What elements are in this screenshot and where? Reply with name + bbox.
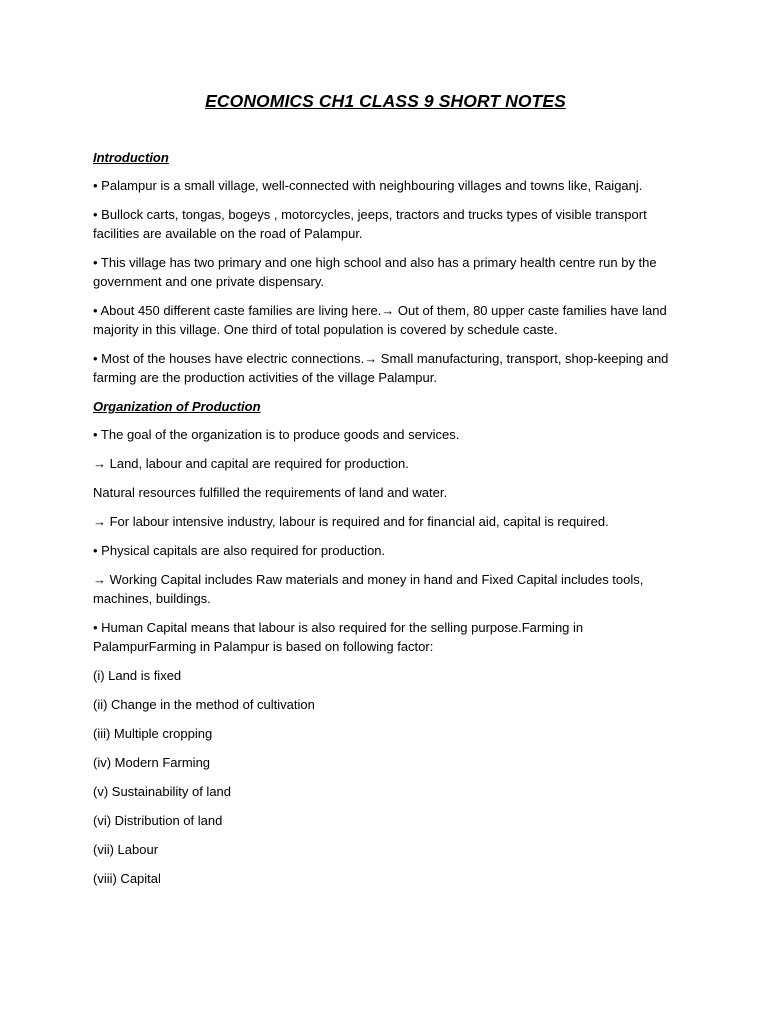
organization-paragraph: • Human Capital means that labour is also required for the selling purpose.Farming in PalampurFarming in Palampur is based on following factor: [93, 620, 584, 654]
organization-paragraph: • Physical capitals are also required for production. [93, 543, 386, 558]
intro-paragraph: • This village has two primary and one high school and also has a primary health centre run by the government and one private dispensary. [93, 255, 657, 289]
organization-paragraph: • The goal of the organization is to produce goods and services. [93, 427, 460, 442]
farming-factor-item: (vi) Distribution of land [93, 813, 223, 828]
section-heading-introduction: Introduction [93, 150, 169, 165]
farming-factor-item: (i) Land is fixed [93, 668, 182, 683]
farming-factor-item: (vii) Labour [93, 842, 159, 857]
intro-paragraph: • Bullock carts, tongas, bogeys , motorcycles, jeeps, tractors and trucks types of visible transport facilities are available on the road of Palampur. [93, 207, 647, 241]
farming-factor-item: (v) Sustainability of land [93, 784, 232, 799]
farming-factor-item: (iv) Modern Farming [93, 755, 211, 770]
section-heading-organization: Organization of Production [93, 399, 261, 414]
farming-factor-item: (ii) Change in the method of cultivation [93, 697, 315, 712]
farming-factor-item: (viii) Capital [93, 871, 161, 886]
document-content [93, 90, 678, 898]
intro-paragraph: • Palampur is a small village, well-connected with neighbouring villages and towns like, Raiganj. [93, 178, 643, 193]
farming-factor-item: (iii) Multiple cropping [93, 726, 213, 741]
intro-paragraph: • Most of the houses have electric connections.→ Small manufacturing, transport, shop-keeping and farming are the production activities of the village Palampur. [93, 351, 669, 385]
organization-paragraph: → Working Capital includes Raw materials and money in hand and Fixed Capital includes tools, machines, buildings. [93, 572, 644, 606]
intro-paragraph: • About 450 different caste families are living here.→ Out of them, 80 upper caste families have land majority in this village. One third of total population is covered by schedule caste. [93, 303, 667, 337]
organization-paragraph: → Land, labour and capital are required for production. [93, 456, 409, 471]
organization-paragraph: → For labour intensive industry, labour is required and for financial aid, capital is required. [93, 514, 609, 529]
document-title: ECONOMICS CH1 CLASS 9 SHORT NOTES [205, 91, 566, 111]
organization-paragraph: Natural resources fulfilled the requirements of land and water. [93, 485, 448, 500]
